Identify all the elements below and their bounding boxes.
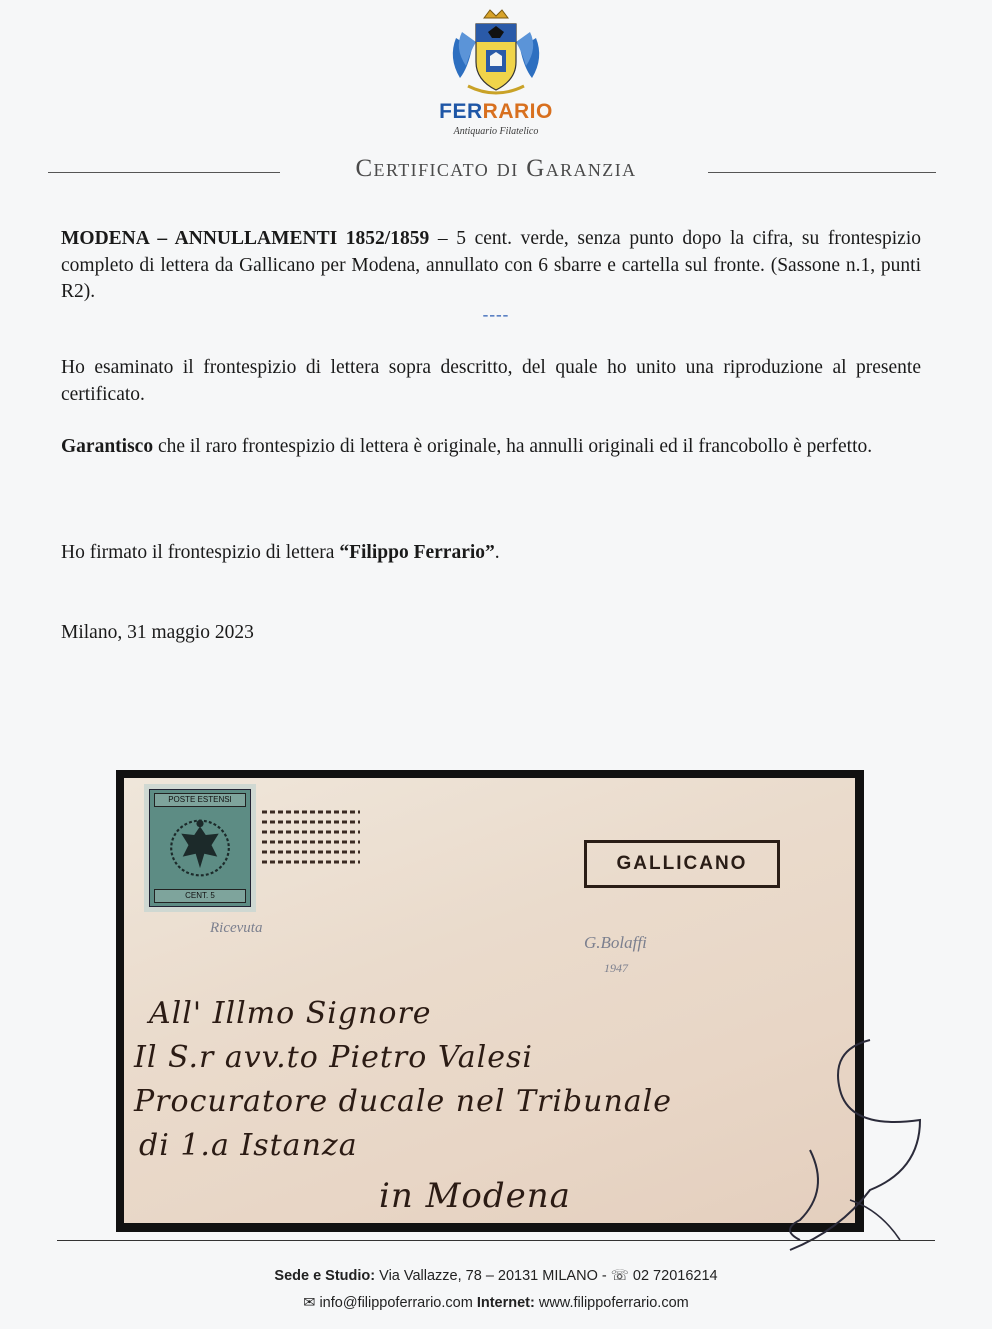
signature-end: . (494, 542, 500, 563)
signature-name: “Filippo Ferrario” (339, 542, 495, 563)
eagle-icon (164, 812, 236, 884)
separator: ---- (482, 305, 510, 324)
logo-name-part2: RARIO (482, 100, 553, 123)
address-line-1: All' Illmo Signore (149, 996, 432, 1031)
logo-name-part1: FER (439, 100, 483, 123)
footer-address: Via Vallazze, 78 – 20131 MILANO - ☏ 02 72016214 (375, 1268, 718, 1284)
logo-subtitle: Antiquario Filatelico (453, 126, 539, 137)
pencil-note-2: G.Bolaffi (584, 933, 647, 952)
signature-text: Ho firmato il frontespizio di lettera (61, 542, 340, 563)
address-line-5: in Modena (379, 1176, 571, 1216)
footer-contact-line (0, 1295, 992, 1311)
examination-paragraph: Ho esaminato il frontespizio di lettera sopra descritto, del quale ho unito una riproduzione al presente certificato. (61, 357, 921, 405)
letter-paper (124, 778, 855, 1223)
place-date: Milano, 31 maggio 2023 (61, 622, 254, 643)
logo-wordmark (0, 100, 992, 124)
postage-stamp (144, 784, 256, 912)
guarantee-paragraph (61, 434, 921, 461)
stamp-top-label: POSTE ESTENSI (154, 793, 246, 807)
certificate-title: Certificato di Garanzia (355, 155, 637, 182)
signature-paragraph (61, 540, 921, 567)
description-heading: MODENA – ANNULLAMENTI 1852/1859 (61, 228, 430, 249)
footer-email[interactable]: ✉ info@filippoferrario.com (303, 1295, 473, 1311)
address-line-3: Procuratore ducale nel Tribunale (134, 1084, 673, 1119)
address-line-4: di 1.a Istanza (139, 1128, 358, 1163)
guarantee-text: che il raro frontespizio di lettera è originale, ha annulli originali ed il francobollo è perfetto. (153, 436, 873, 457)
guarantee-heading: Garantisco (61, 436, 154, 457)
stamp-bottom-label: CENT. 5 (154, 889, 246, 903)
coat-of-arms-logo (446, 8, 546, 100)
footer-rule (57, 1240, 935, 1241)
title-row (0, 155, 992, 191)
letter-image (116, 770, 864, 1232)
address-line-2: Il S.r avv.to Pietro Valesi (134, 1040, 533, 1075)
footer-website[interactable]: www.filippoferrario.com (534, 1295, 689, 1311)
footer-label-sede: Sede e Studio: (274, 1268, 376, 1284)
description-paragraph (61, 226, 921, 306)
stamp-design (149, 789, 251, 907)
description-text: – 5 cent. verde, senza punto dopo la cifra, su frontespizio completo di lettera da Gallicano per Modena, annullato con 6 sbarre e cartella sul fronte. (Sassone n.1, punti R2). (61, 228, 921, 302)
bar-cancellation-mark (262, 806, 362, 868)
footer-address-line (0, 1268, 992, 1284)
gallicano-postmark: GALLICANO (584, 840, 780, 888)
pencil-year: 1947 (604, 961, 628, 975)
pencil-note-1: Ricevuta (210, 920, 263, 936)
footer-label-internet: Internet: (476, 1295, 535, 1311)
title-rule-right (708, 172, 936, 173)
